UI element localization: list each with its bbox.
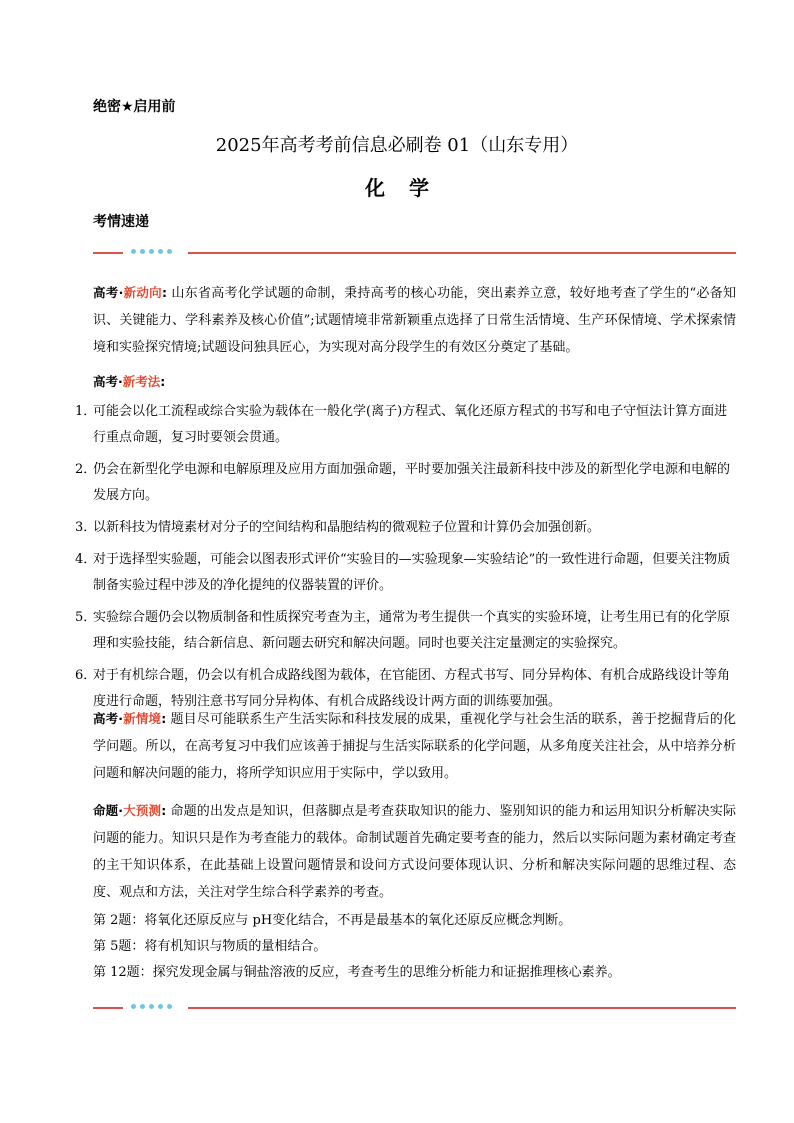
subject-title: 化学 xyxy=(365,176,453,200)
list-item: 4． 对于选择型实验题，可能会以图表形式评价“实验目的—实验现象—实验结论”的一致性进行命题，但要关注物质制备实验过程中涉及的净化提纯的仪器装置的评价。 xyxy=(75,552,731,593)
note-item: 第 12题：探究发现金属与铜盐溶液的反应，考查考生的思维分析能力和证据推理核心素养。 xyxy=(93,965,621,980)
new-method-heading: 高考·新考法: xyxy=(93,374,166,389)
new-trend-text: 山东省高考化学试题的命制，秉持高考的核心功能，突出素养立意，较好地考查了学生的“必备知识、关键能力、学科素养及核心价值”;试题情境非常新颖重点选择了日常生活情境、生产环保情境、学术探索情境和实验探究情境;试题设问独具匠心，为实现对高分段学生的有效区分奠定了基础。 xyxy=(93,286,736,355)
section-heading: 考情速递 xyxy=(93,214,149,230)
secret-label: 绝密★启用前 xyxy=(93,99,176,115)
note-item: 第 2题：将氧化还原反应与 pH变化结合，不再是最基本的氧化还原反应概念判断。 xyxy=(93,913,572,928)
prediction-paragraph xyxy=(93,797,736,906)
list-item: 3． 以新科技为情境素材对分子的空间结构和晶胞结构的微观粒子位置和计算仍会加强创新。 xyxy=(75,520,601,535)
list-item: 2． 仍会在新型化学电源和电解原理及应用方面加强命题，平时要加强关注最新科技中涉及的新型化学电源和电解的发展方向。 xyxy=(75,462,731,503)
new-context-tag: 高考·新情境: xyxy=(93,711,167,726)
new-method-list xyxy=(75,399,736,721)
new-trend-paragraph xyxy=(93,279,736,361)
new-context-text: 题目尽可能联系生产生活实际和科技发展的成果，重视化学与社会生活的联系，善于挖掘背后的化学问题。所以，在高考复习中我们应该善于捕捉与生活实际联系的化学问题，从多角度关注社会，从中培养分析问题和解决问题的能力，将所学知识应用于实际中，学以致用。 xyxy=(93,712,736,781)
top-divider xyxy=(93,247,736,259)
note-item: 第 5题：将有机知识与物质的量相结合。 xyxy=(93,939,327,954)
new-trend-tag: 高考·新动向: xyxy=(93,285,167,300)
list-item: 6． 对于有机综合题，仍会以有机合成路线图为载体，在官能团、方程式书写、同分异构体、有机合成路线设计等角度进行命题，特别注意书写同分异构体、有机合成路线设计两方面的训练要加强。 xyxy=(75,668,731,709)
bottom-divider xyxy=(93,1002,736,1014)
prediction-tag: 命题·大预测: xyxy=(93,803,167,818)
page-title: 2025年高考考前信息必刷卷 01（山东专用） xyxy=(215,135,579,156)
list-item: 1． 可能会以化工流程或综合实验为载体在一般化学(离子)方程式、氧化还原方程式的书写和电子守恒法计算方面进行重点命题，复习时要领会贯通。 xyxy=(75,404,728,445)
list-item: 5． 实验综合题仍会以物质制备和性质探究考查为主，通常为考生提供一个真实的实验环境，让考生用已有的化学原理和实验技能，结合新信息、新问题去研究和解决问题。同时也要关注定量测定的实验探究。 xyxy=(75,610,731,651)
new-context-paragraph xyxy=(93,705,736,787)
question-notes xyxy=(93,908,736,986)
prediction-text: 命题的出发点是知识，但落脚点是考查获取知识的能力、鉴别知识的能力和运用知识分析解决实际问题的能力。知识只是作为考查能力的载体。命制试题首先确定要考查的能力，然后以实际问题为素材确定考查的主干知识体系，在此基础上设置问题情景和设问方式设问要体现认识、分析和解决实际问题的思维过程、态度、观点和方法，关注对学生综合科学素养的考查。 xyxy=(93,804,736,900)
